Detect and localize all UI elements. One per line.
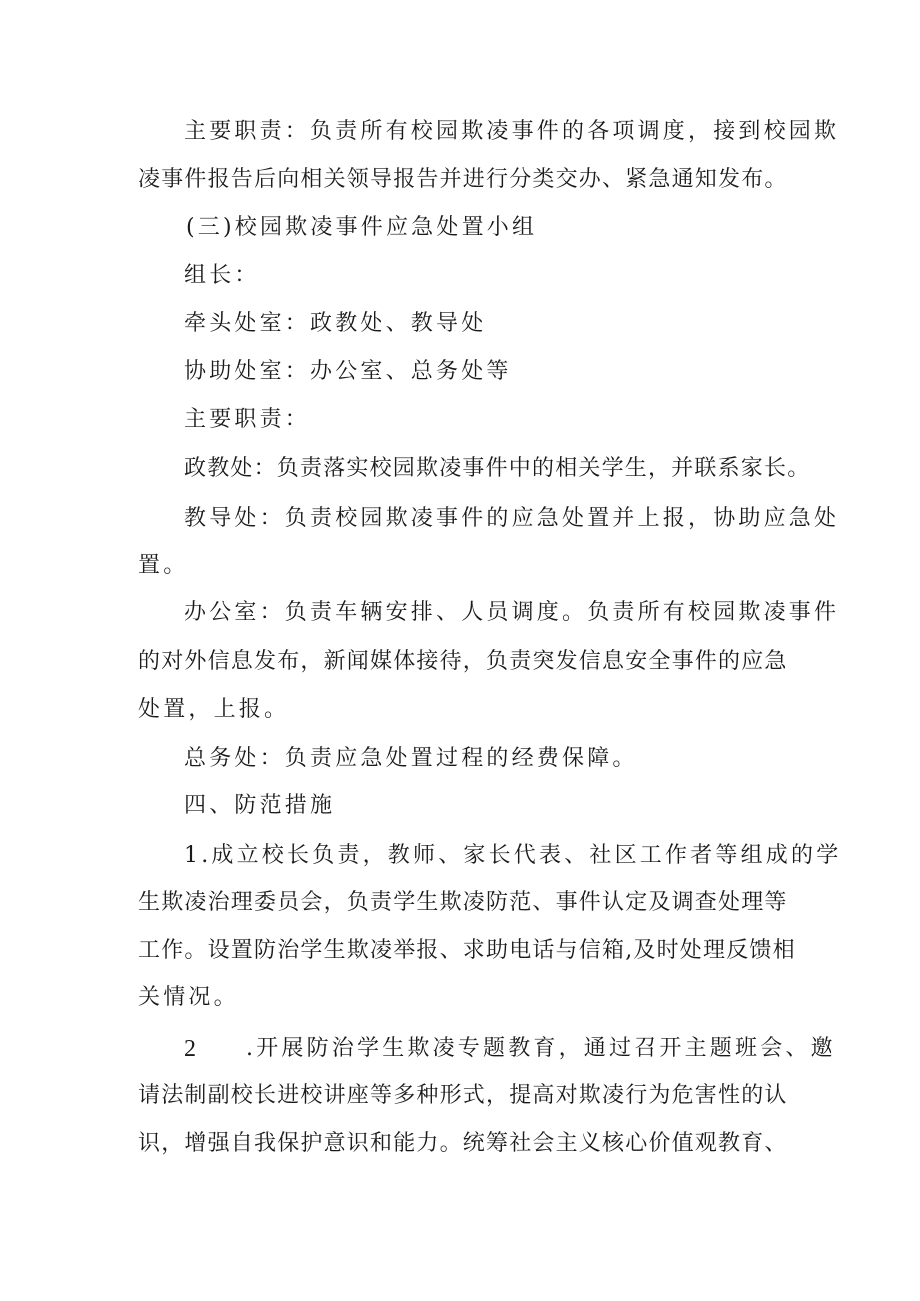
paragraph-line: 关情况。 [138,985,239,1010]
list-number: 2 [184,1036,196,1062]
paragraph-line: 主要职责：负责所有校园欺凌事件的各项调度，接到校园欺 [184,119,840,144]
section-heading: 四、防范措施 [184,793,336,818]
paragraph-line: 置。 [138,553,189,578]
paragraph-line: 的对外信息发布，新闻媒体接待，负责突发信息安全事件的应急 [138,649,788,674]
paragraph-line: 凌事件报告后向相关领导报告并进行分类交办、紧急通知发布。 [138,167,788,192]
paragraph-line: 政教处：负责落实校园欺凌事件中的相关学生，并联系家长。 [184,456,811,481]
paragraph-line: 教导处：负责校园欺凌事件的应急处置并上报，协助应急处 [184,506,840,531]
paragraph-line: 牵头处室：政教处、教导处 [184,311,487,336]
paragraph-line: 识，增强自我保护意识和能力。统筹社会主义核心价值观教育、 [138,1131,788,1156]
paragraph-line: 办公室：负责车辆安排、人员调度。负责所有校园欺凌事件 [184,600,840,625]
paragraph-line: 请法制副校长进校讲座等多种形式，提高对欺凌行为危害性的认 [138,1083,788,1108]
section-heading: (三)校园欺凌事件应急处置小组 [186,215,538,240]
paragraph-line: .开展防治学生欺凌专题教育，通过召开主题班会、邀 [246,1036,836,1061]
paragraph-line: 总务处：负责应急处置过程的经费保障。 [184,746,638,771]
paragraph-line: 1.成立校长负责，教师、家长代表、社区工作者等组成的学 [184,843,842,868]
paragraph-line: 工作。设置防治学生欺凌举报、求助电话与信箱,及时处理反馈相 [138,938,796,963]
paragraph-line: 生欺凌治理委员会，负责学生欺凌防范、事件认定及调查处理等 [138,890,788,915]
paragraph-line: 组长： [184,263,260,288]
paragraph-line: 主要职责： [184,407,311,432]
paragraph-line: 处置，上报。 [138,697,290,722]
paragraph-line: 协助处室：办公室、总务处等 [184,359,512,384]
